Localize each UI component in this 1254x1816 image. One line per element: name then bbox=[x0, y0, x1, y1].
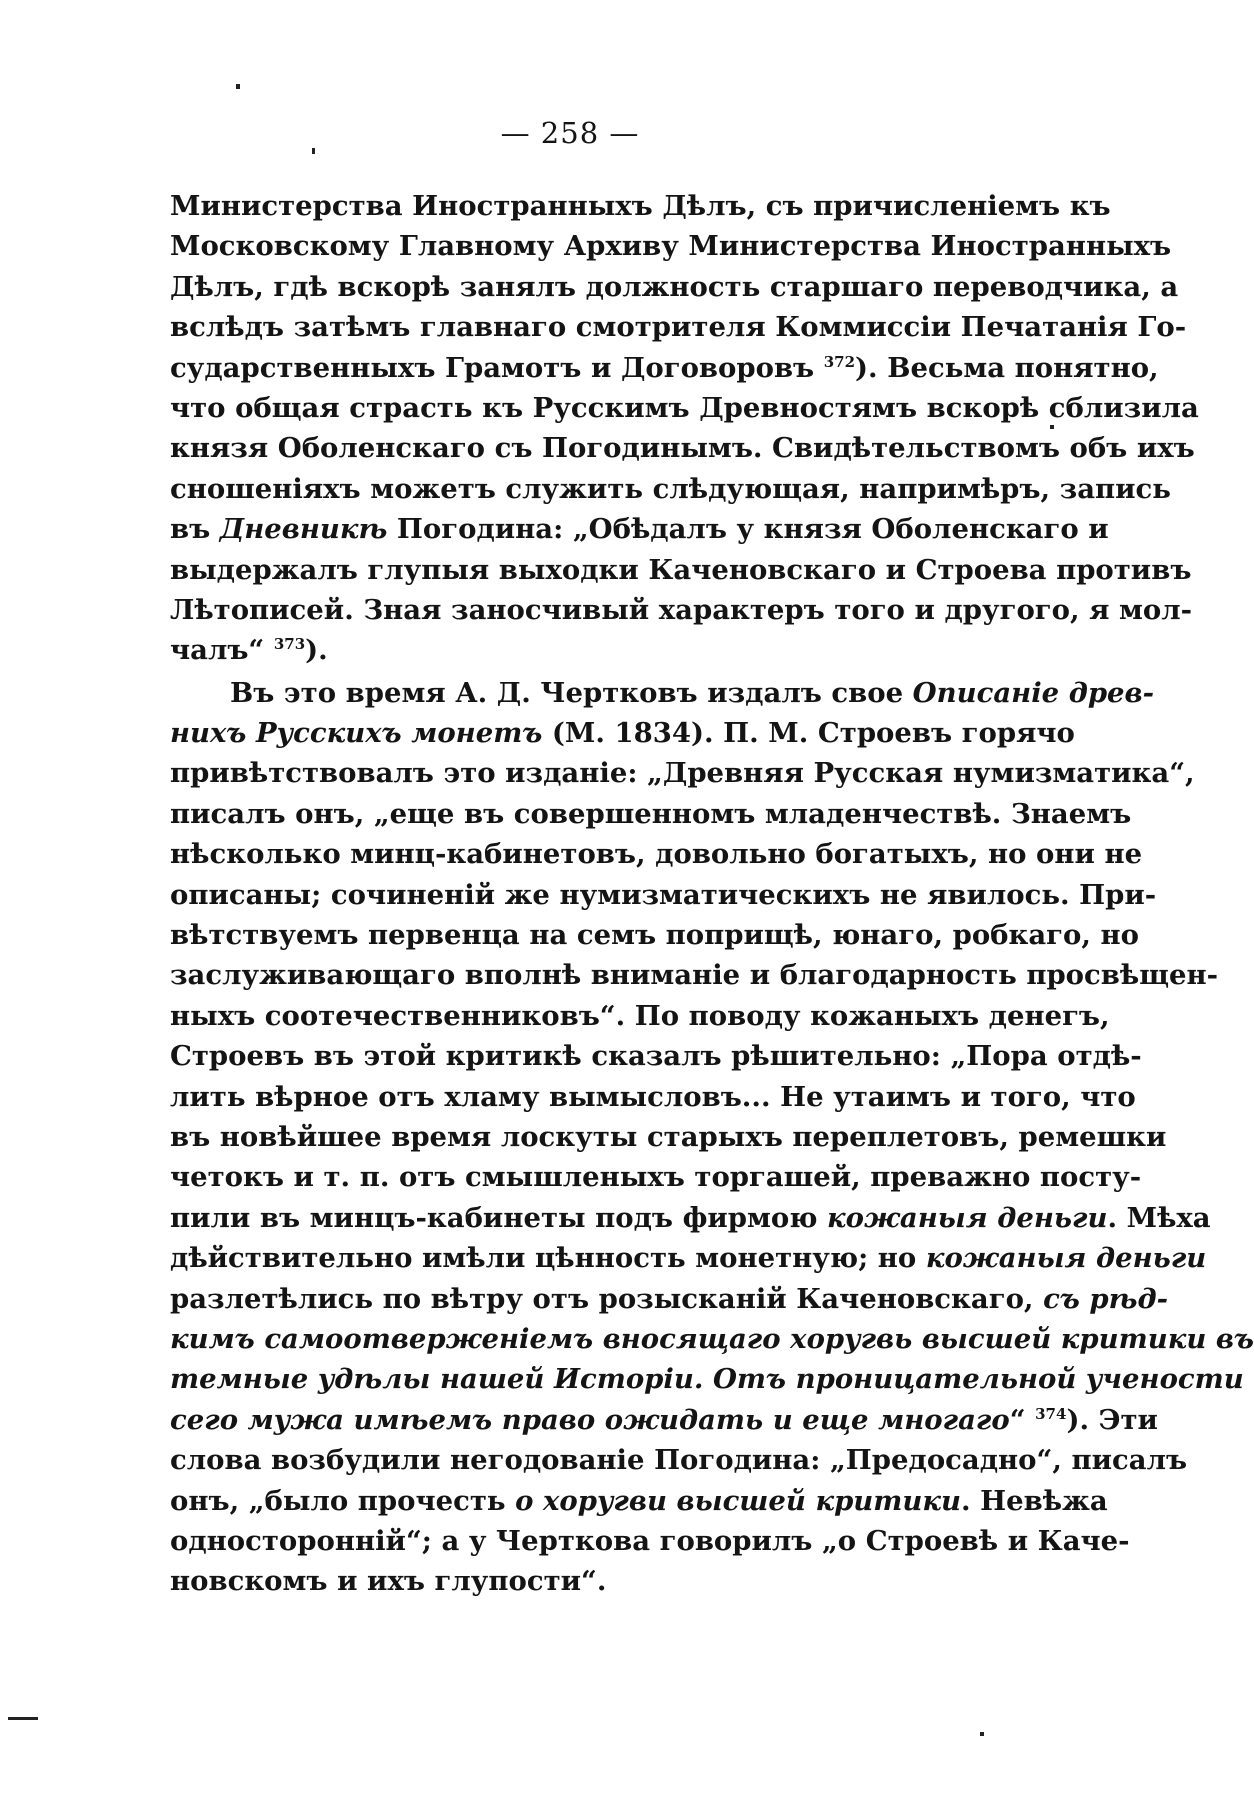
text-line bbox=[170, 1036, 1142, 1076]
text-run: ныхъ соотечественниковъ“. По поводу кожаныхъ денегъ, bbox=[170, 999, 1110, 1032]
text-run: дѣйствительно имѣли цѣнность монетную; но bbox=[170, 1242, 926, 1275]
paragraph bbox=[170, 673, 1254, 1602]
text-line bbox=[170, 509, 1109, 549]
text-run: . Мѣха bbox=[1107, 1201, 1211, 1234]
footnote-ref: 372 bbox=[823, 352, 856, 371]
text-run: привѣтствовалъ это изданіе: „Древняя Русская нумизматика“, bbox=[170, 757, 1195, 790]
text-line bbox=[170, 1521, 1130, 1561]
text-line bbox=[170, 590, 1193, 630]
text-run: ). Весьма понятно, bbox=[855, 351, 1159, 384]
text-line bbox=[170, 186, 1111, 226]
italic-run: о хоругви высшей критики bbox=[515, 1484, 962, 1517]
text-line bbox=[170, 630, 1030, 670]
text-line bbox=[170, 1481, 1108, 1521]
text-run: вслѣдъ затѣмъ главнаго смотрителя Коммиссіи Печатанія Го- bbox=[170, 311, 1187, 344]
text-line bbox=[170, 713, 1075, 753]
footnote-ref: 373 bbox=[273, 635, 306, 654]
text-line bbox=[170, 955, 1218, 995]
text-line bbox=[170, 1157, 1142, 1197]
text-run: пили въ минцъ-кабинеты подъ фирмою bbox=[170, 1201, 828, 1234]
text-run: Погодина: „Обѣдалъ у князя Оболенскаго и bbox=[387, 513, 1109, 546]
text-run: Строевъ въ этой критикѣ сказалъ рѣшительно: „Пора отдѣ- bbox=[170, 1040, 1142, 1073]
text-line bbox=[170, 996, 1110, 1036]
text-run: (М. 1834). П. М. Строевъ горячо bbox=[542, 717, 1075, 750]
scan-speck bbox=[312, 148, 315, 154]
scan-speck bbox=[8, 1717, 38, 1720]
text-run: четокъ и т. п. отъ смышленыхъ торгашей, преважно посту- bbox=[170, 1161, 1142, 1194]
text-run: въ новѣйшее время лоскуты старыхъ переплетовъ, ремешки bbox=[170, 1120, 1167, 1153]
text-run: . Невѣжа bbox=[961, 1484, 1108, 1517]
text-line bbox=[170, 267, 1179, 307]
text-line bbox=[170, 1279, 1169, 1319]
text-line bbox=[170, 1077, 1136, 1117]
text-run: въ bbox=[170, 513, 220, 546]
italic-run: темные удѣлы нашей Исторіи. Отъ проницательной учености bbox=[170, 1363, 1244, 1396]
body-text bbox=[170, 186, 1254, 1602]
text-line bbox=[170, 1359, 1244, 1399]
text-run: ). Эти bbox=[1066, 1403, 1158, 1436]
italic-run: съ рѣд- bbox=[1043, 1282, 1169, 1315]
text-line bbox=[170, 1238, 1207, 1278]
italic-run: кимъ самоотверженіемъ вносящаго хоругвь высшей критики въ bbox=[170, 1322, 1254, 1355]
text-run: сношеніяхъ можетъ служить слѣдующая, напримѣръ, запись bbox=[170, 472, 1171, 505]
text-line bbox=[170, 673, 1155, 713]
text-run: Московскому Главному Архиву Министерства Иностранныхъ bbox=[170, 230, 1172, 263]
text-run: разлетѣлись по вѣтру отъ розысканій Каченовскаго, bbox=[170, 1282, 1044, 1315]
text-run: выдержалъ глупыя выходки Каченовскаго и Строева противъ bbox=[170, 553, 1192, 586]
text-run: “ bbox=[1009, 1403, 1036, 1436]
text-run: нѣсколько минц-кабинетовъ, довольно богатыхъ, но они не bbox=[170, 838, 1143, 871]
text-run: вѣтствуемъ первенца на семъ поприщѣ, юнаго, робкаго, но bbox=[170, 919, 1139, 952]
paragraph bbox=[170, 186, 1199, 671]
text-line bbox=[170, 915, 1139, 955]
text-run: Министерства Иностранныхъ Дѣлъ, съ причисленіемъ къ bbox=[170, 190, 1111, 222]
text-line bbox=[170, 1319, 1254, 1359]
text-line bbox=[170, 550, 1192, 590]
text-run: Лѣтописей. Зная заносчивый характеръ того и другого, я мол- bbox=[170, 593, 1193, 626]
text-run: князя Оболенскаго съ Погодинымъ. Свидѣтельствомъ объ ихъ bbox=[170, 432, 1195, 465]
text-line bbox=[170, 834, 1143, 874]
text-run: Дѣлъ, гдѣ вскорѣ занялъ должность старшаго переводчика, а bbox=[170, 270, 1179, 303]
text-line bbox=[170, 1198, 1211, 1238]
page-number: — 258 — bbox=[500, 116, 640, 150]
italic-run: Описаніе древ- bbox=[912, 676, 1155, 709]
text-line bbox=[170, 388, 1199, 428]
text-run: писалъ онъ, „еще въ совершенномъ младенчествѣ. Знаемъ bbox=[170, 797, 1132, 830]
text-run: односторонній“; а у Черткова говорилъ „о Строевѣ и Каче- bbox=[170, 1524, 1130, 1557]
text-line bbox=[170, 1440, 1188, 1480]
text-line bbox=[170, 469, 1171, 509]
footnote-ref: 374 bbox=[1035, 1404, 1067, 1423]
text-run: что общая страсть къ Русскимъ Древностямъ вскорѣ сблизила bbox=[170, 391, 1199, 424]
text-line bbox=[170, 875, 1157, 915]
text-run: заслуживающаго вполнѣ вниманіе и благодарность просвѣщен- bbox=[170, 959, 1218, 992]
text-run: онъ, „было прочесть bbox=[170, 1484, 516, 1517]
text-run: слова возбудили негодованіе Погодина: „Предосадно“, писалъ bbox=[170, 1444, 1188, 1477]
italic-run: нихъ Русскихъ монетъ bbox=[170, 717, 543, 750]
text-line bbox=[170, 307, 1187, 347]
italic-run: Дневникѣ bbox=[219, 513, 388, 546]
scan-speck bbox=[236, 84, 240, 89]
text-line bbox=[170, 794, 1132, 834]
text-run: сударственныхъ Грамотъ и Договоровъ bbox=[170, 351, 824, 384]
text-line bbox=[170, 348, 1159, 388]
text-line bbox=[170, 1117, 1167, 1157]
italic-run: сего мужа имѣемъ право ожидать и еще многаго bbox=[170, 1403, 1010, 1436]
text-run: новскомъ и ихъ глупости“. bbox=[170, 1565, 607, 1598]
italic-run: кожаныя деньги bbox=[925, 1242, 1207, 1275]
scan-speck bbox=[1050, 425, 1054, 429]
text-line bbox=[170, 1400, 1158, 1440]
text-line bbox=[170, 226, 1172, 266]
text-line bbox=[170, 753, 1195, 793]
text-run: описаны; сочиненій же нумизматическихъ не явилось. При- bbox=[170, 878, 1157, 911]
text-run: ). bbox=[305, 634, 328, 667]
text-run: чалъ“ bbox=[170, 634, 274, 667]
text-run: Въ это время А. Д. Чертковъ издалъ свое bbox=[230, 676, 913, 709]
text-line bbox=[170, 428, 1195, 468]
text-run: лить вѣрное отъ хламу вымысловъ... Не утаимъ и того, что bbox=[170, 1080, 1136, 1113]
scan-speck bbox=[980, 1732, 984, 1736]
italic-run: кожаныя деньги bbox=[827, 1201, 1108, 1234]
text-line bbox=[170, 1561, 1030, 1601]
